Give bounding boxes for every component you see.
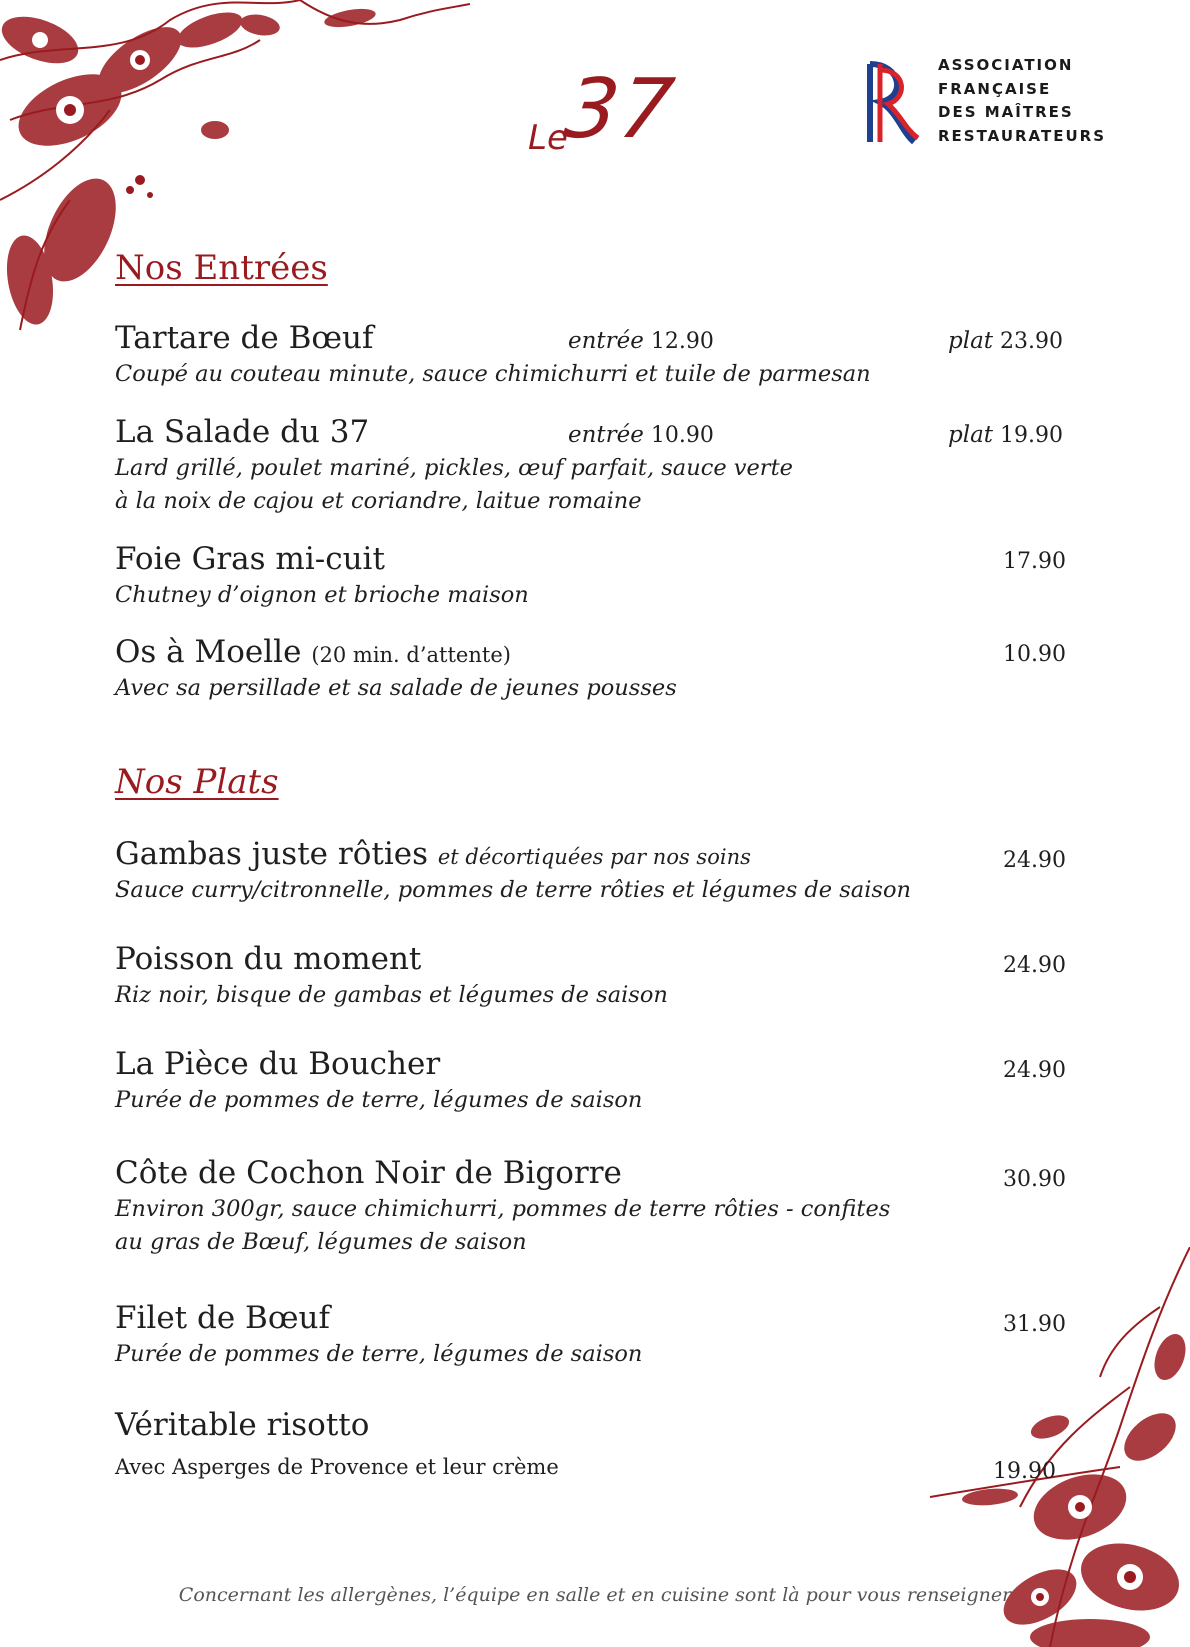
- dish-name: La Pièce du Boucher: [115, 1046, 441, 1082]
- section-title-plats: Nos Plats: [115, 762, 279, 802]
- dish-name-row: [115, 836, 1065, 872]
- floral-illustration-top-left: [0, 0, 470, 340]
- menu-item: [115, 1155, 1065, 1259]
- dish-description: Environ 300gr, sauce chimichurri, pommes de terre rôties - confites: [115, 1196, 891, 1222]
- price-value: 23.90: [1000, 329, 1064, 354]
- menu-item: [115, 541, 1065, 612]
- dish-price: 31.90: [1003, 1312, 1066, 1337]
- dish-name: Poisson du moment: [115, 941, 422, 977]
- plat-price: [948, 328, 1063, 354]
- association-line: ASSOCIATION: [938, 56, 1074, 74]
- dish-name-row: [115, 634, 1065, 670]
- dish-note: (20 min. d’attente): [311, 643, 511, 667]
- association-line: FRANÇAISE: [938, 79, 1052, 98]
- price-value: 10.90: [650, 423, 714, 448]
- entree-label: entrée: [568, 328, 644, 354]
- section-title-entrees: Nos Entrées: [115, 248, 328, 288]
- association-line: RESTAURATEURS: [938, 126, 1107, 145]
- association-name: [938, 54, 1106, 148]
- menu-item: [115, 1407, 1065, 1484]
- menu-item: [115, 941, 1065, 1012]
- dish-description: Riz noir, bisque de gambas et légumes de saison: [115, 982, 668, 1008]
- dish-description: Avec sa persillade et sa salade de jeunes pousses: [115, 675, 677, 701]
- plat-price: [948, 422, 1063, 448]
- dish-note: et décortiquées par nos soins: [437, 845, 751, 869]
- dish-price: 10.90: [1003, 642, 1066, 667]
- dish-description: Chutney d’oignon et brioche maison: [115, 582, 529, 608]
- maitres-restaurateurs-r-icon: [862, 58, 920, 148]
- entree-price: [568, 328, 714, 354]
- dish-description: Sauce curry/citronnelle, pommes de terre rôties et légumes de saison: [115, 877, 912, 903]
- menu-item: [115, 634, 1065, 705]
- dish-description: Purée de pommes de terre, légumes de saison: [115, 1087, 643, 1113]
- plat-label: plat: [948, 422, 994, 448]
- dish-price: 30.90: [1003, 1167, 1066, 1192]
- dish-description: à la noix de cajou et coriandre, laitue romaine: [115, 488, 642, 514]
- dish-price: 24.90: [1003, 1058, 1066, 1083]
- dish-price: 19.90: [993, 1459, 1056, 1484]
- dish-name: Filet de Bœuf: [115, 1300, 330, 1336]
- dish-description: au gras de Bœuf, légumes de saison: [115, 1229, 527, 1255]
- dish-description: Coupé au couteau minute, sauce chimichurri et tuile de parmesan: [115, 361, 871, 387]
- logo-le-text: Le: [528, 118, 568, 158]
- dish-price: 17.90: [1003, 549, 1066, 574]
- dish-name: Côte de Cochon Noir de Bigorre: [115, 1155, 622, 1191]
- association-logo: [862, 54, 1162, 154]
- allergen-notice: Concernant les allergènes, l’équipe en salle et en cuisine sont là pour vous renseigner: [178, 1584, 1012, 1606]
- dish-name: Tartare de Bœuf: [115, 320, 374, 356]
- dish-name: Véritable risotto: [115, 1407, 370, 1443]
- price-value: 12.90: [650, 329, 714, 354]
- dish-description: Avec Asperges de Provence et leur crème: [115, 1455, 559, 1479]
- plat-label: plat: [948, 328, 994, 354]
- dish-name: Os à Moelle: [115, 634, 302, 670]
- dish-price: 24.90: [1003, 848, 1066, 873]
- dish-description: Lard grillé, poulet mariné, pickles, œuf parfait, sauce verte: [115, 455, 793, 481]
- menu-item: [115, 1046, 1065, 1117]
- dish-name: Foie Gras mi-cuit: [115, 541, 385, 577]
- association-line: DES MAÎTRES: [938, 103, 1074, 121]
- menu-item: [115, 836, 1065, 907]
- dish-name: La Salade du 37: [115, 414, 370, 450]
- dish-price: 24.90: [1003, 953, 1066, 978]
- logo-number: 37: [559, 62, 682, 157]
- restaurant-logo: [520, 62, 682, 162]
- entree-price: [568, 422, 714, 448]
- entree-label: entrée: [568, 422, 644, 448]
- menu-item: [115, 1300, 1065, 1371]
- price-value: 19.90: [1000, 423, 1064, 448]
- dish-description: Purée de pommes de terre, légumes de saison: [115, 1341, 643, 1367]
- dish-name: Gambas juste rôties: [115, 836, 428, 872]
